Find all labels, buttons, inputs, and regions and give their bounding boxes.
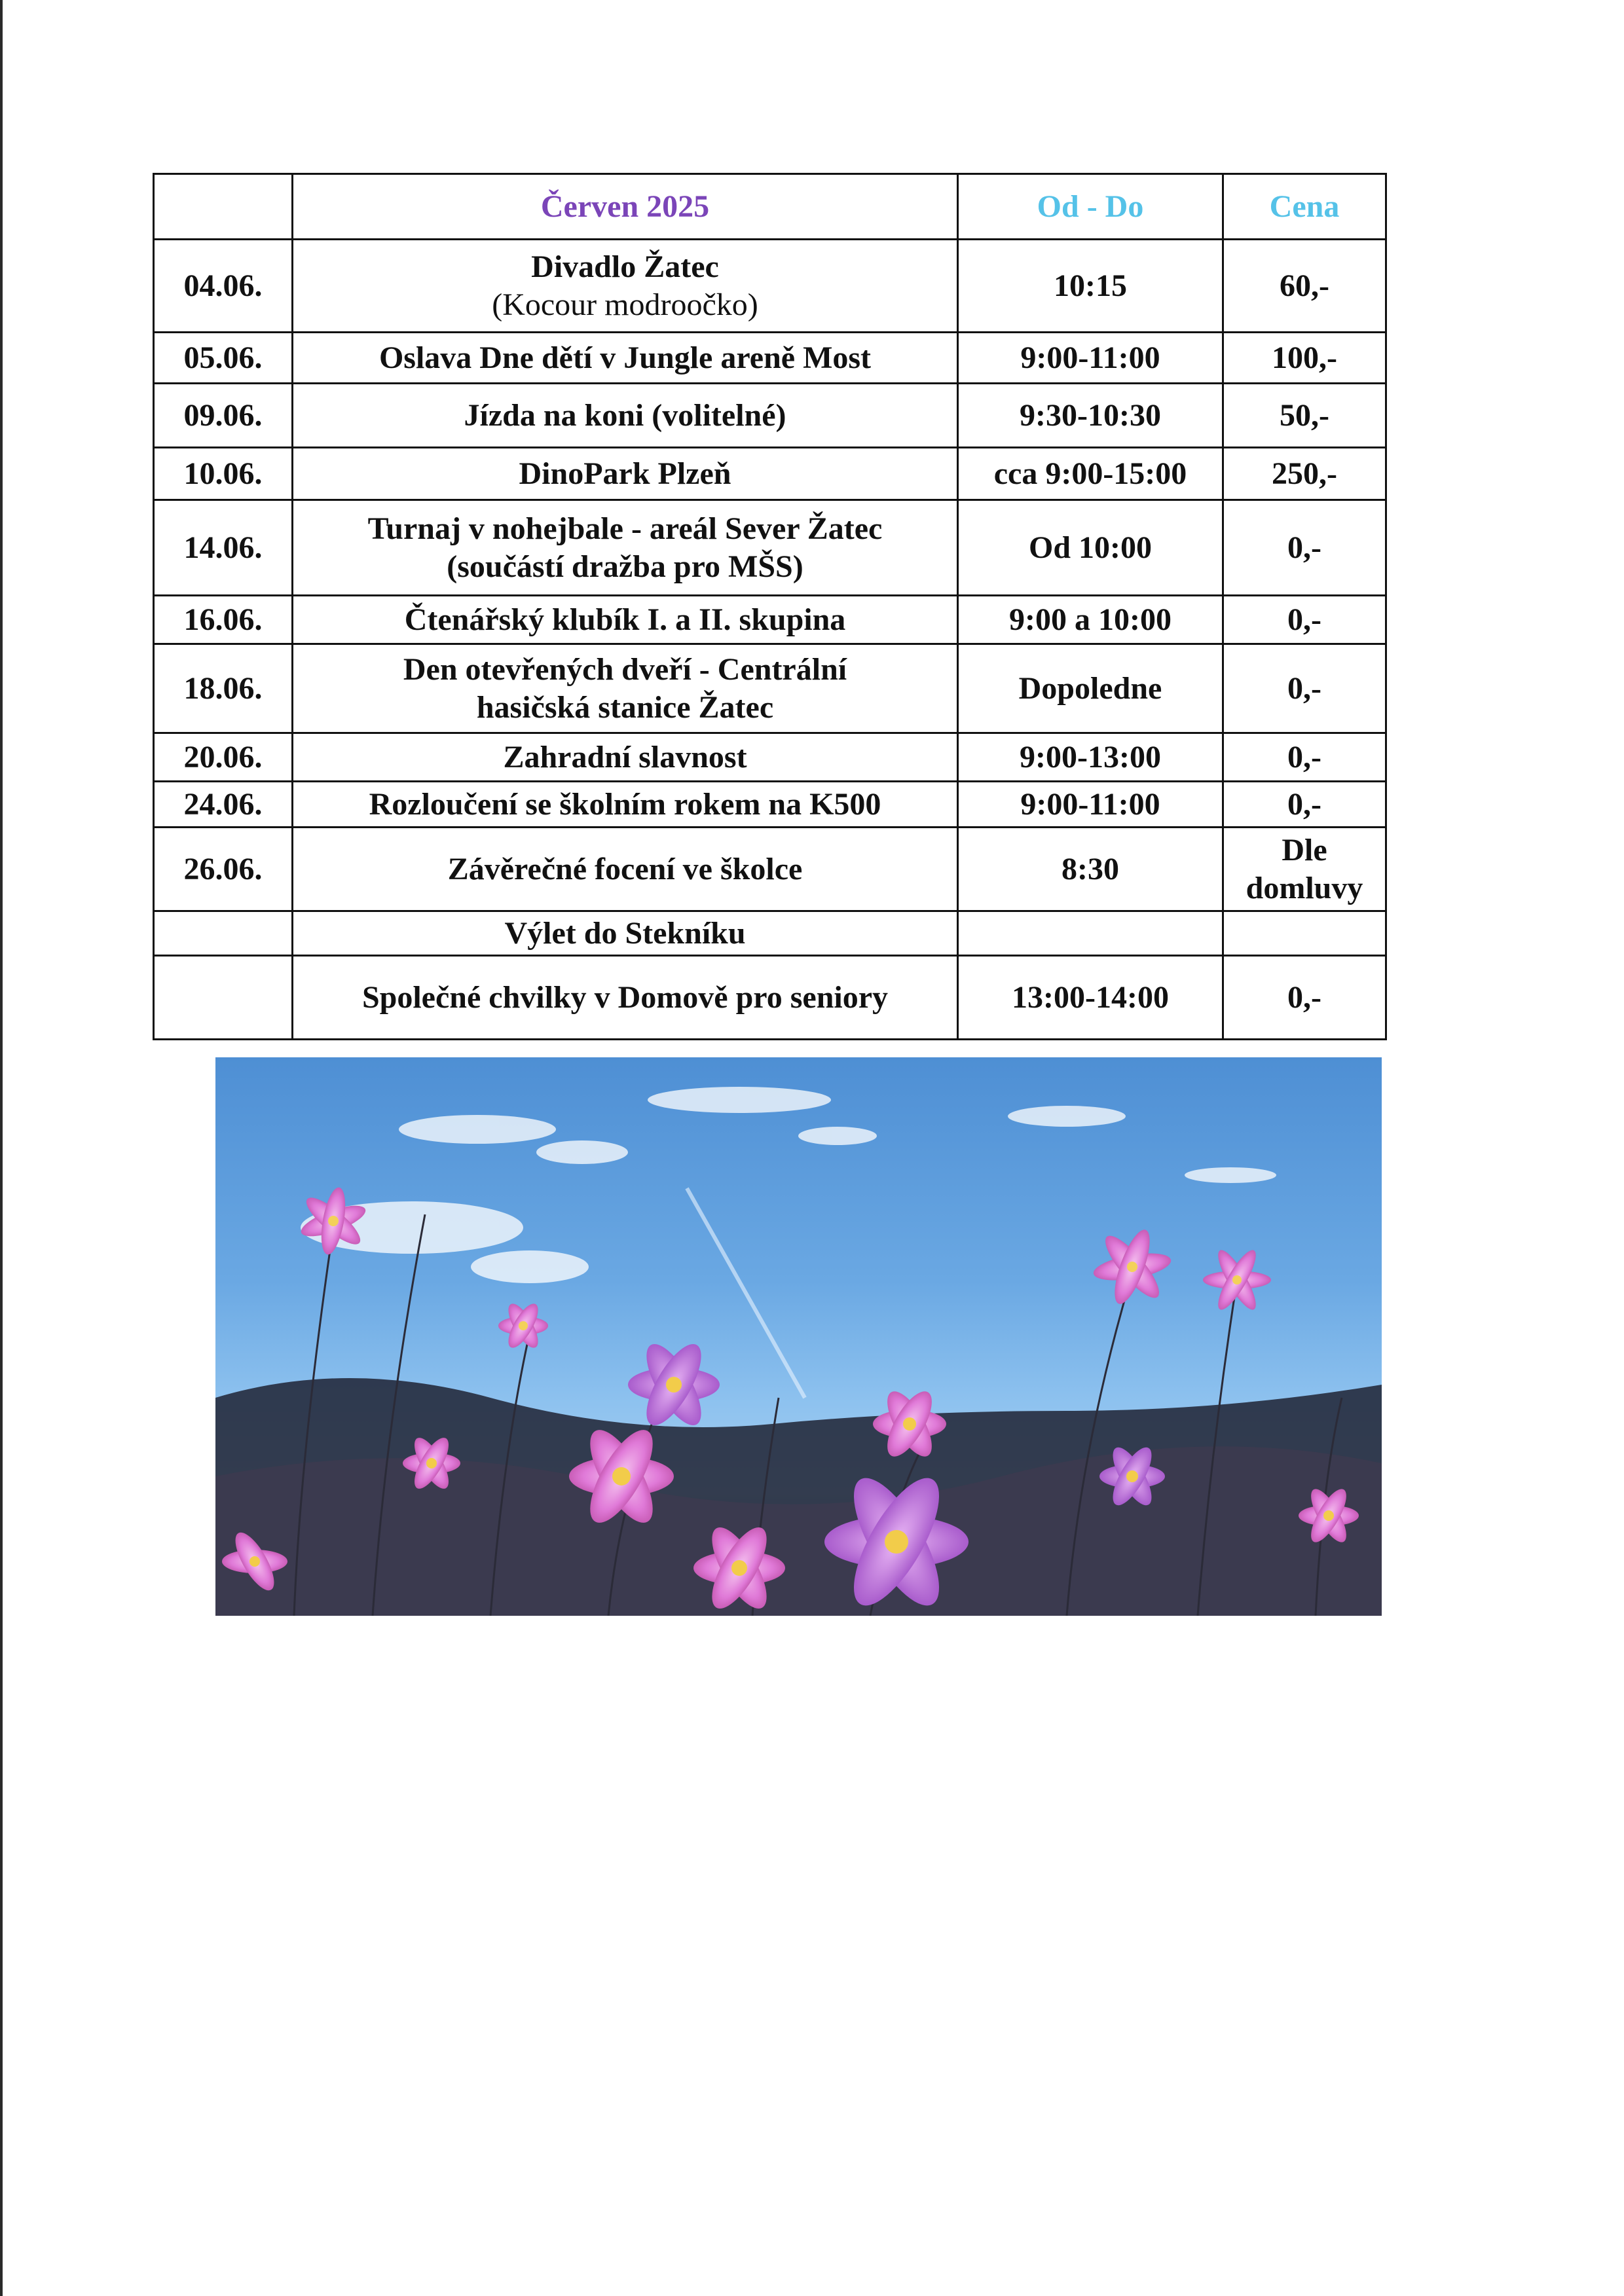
row-time: 8:30 xyxy=(958,828,1223,911)
row-price: 0,- xyxy=(1223,500,1386,596)
time-column-header: Od - Do xyxy=(958,174,1223,240)
event-line-2: hasičská stanice Žatec xyxy=(476,689,774,725)
flower-meadow-illustration xyxy=(215,1057,1382,1616)
table-row xyxy=(154,828,1386,911)
row-event: DinoPark Plzeň xyxy=(293,448,958,500)
row-date: 20.06. xyxy=(154,733,293,782)
row-time: Dopoledne xyxy=(958,644,1223,733)
row-time: 13:00-14:00 xyxy=(958,956,1223,1040)
row-price: 60,- xyxy=(1223,240,1386,333)
row-date: 26.06. xyxy=(154,828,293,911)
row-date: 18.06. xyxy=(154,644,293,733)
row-time: 9:00-11:00 xyxy=(958,333,1223,384)
row-event: Společné chvilky v Domově pro seniory xyxy=(293,956,958,1040)
row-price: 0,- xyxy=(1223,596,1386,644)
table-row xyxy=(154,644,1386,733)
row-event: Zahradní slavnost xyxy=(293,733,958,782)
row-event: Oslava Dne dětí v Jungle areně Most xyxy=(293,333,958,384)
row-price xyxy=(1223,828,1386,911)
row-event: Rozloučení se školním rokem na K500 xyxy=(293,782,958,828)
table-row xyxy=(154,596,1386,644)
row-date: 24.06. xyxy=(154,782,293,828)
table-row xyxy=(154,911,1386,956)
schedule-table xyxy=(153,173,1387,1040)
row-event: Výlet do Stekníku xyxy=(293,911,958,956)
event-line-1: Turnaj v nohejbale - areál Sever Žatec xyxy=(367,511,883,546)
header-blank-cell xyxy=(154,174,293,240)
event-line-2: (součástí dražba pro MŠS) xyxy=(447,549,803,584)
row-event: Závěrečné focení ve školce xyxy=(293,828,958,911)
row-time: 9:00 a 10:00 xyxy=(958,596,1223,644)
row-date: 05.06. xyxy=(154,333,293,384)
price-line-1: Dle xyxy=(1282,832,1327,867)
event-name: Divadlo Žatec xyxy=(531,249,719,284)
row-price: 100,- xyxy=(1223,333,1386,384)
row-time: 10:15 xyxy=(958,240,1223,333)
row-time: 9:30-10:30 xyxy=(958,384,1223,448)
row-event: Čtenářský klubík I. a II. skupina xyxy=(293,596,958,644)
cosmos-flowers-photo xyxy=(215,1057,1382,1616)
row-event xyxy=(293,240,958,333)
month-title: Červen 2025 xyxy=(293,174,958,240)
table-row xyxy=(154,384,1386,448)
row-price: 0,- xyxy=(1223,782,1386,828)
event-line-1: Den otevřených dveří - Centrální xyxy=(403,651,847,687)
row-time: Od 10:00 xyxy=(958,500,1223,596)
row-event: Jízda na koni (volitelné) xyxy=(293,384,958,448)
row-price: 0,- xyxy=(1223,644,1386,733)
row-time: 9:00-13:00 xyxy=(958,733,1223,782)
row-time: cca 9:00-15:00 xyxy=(958,448,1223,500)
table-header-row xyxy=(154,174,1386,240)
price-line-2: domluvy xyxy=(1246,870,1363,905)
table-row xyxy=(154,240,1386,333)
row-price: 250,- xyxy=(1223,448,1386,500)
row-date: 14.06. xyxy=(154,500,293,596)
row-price: 0,- xyxy=(1223,733,1386,782)
row-time xyxy=(958,911,1223,956)
table-row xyxy=(154,956,1386,1040)
table-row xyxy=(154,448,1386,500)
event-subtitle: (Kocour modroočko) xyxy=(492,287,758,322)
row-price: 50,- xyxy=(1223,384,1386,448)
row-time: 9:00-11:00 xyxy=(958,782,1223,828)
row-date: 04.06. xyxy=(154,240,293,333)
row-date xyxy=(154,911,293,956)
row-date: 09.06. xyxy=(154,384,293,448)
row-price xyxy=(1223,911,1386,956)
row-event xyxy=(293,644,958,733)
table-row xyxy=(154,782,1386,828)
table-row xyxy=(154,500,1386,596)
table-row xyxy=(154,733,1386,782)
scan-edge-line xyxy=(0,0,3,2296)
row-event xyxy=(293,500,958,596)
row-price: 0,- xyxy=(1223,956,1386,1040)
row-date: 10.06. xyxy=(154,448,293,500)
price-column-header: Cena xyxy=(1223,174,1386,240)
row-date xyxy=(154,956,293,1040)
table-row xyxy=(154,333,1386,384)
row-date: 16.06. xyxy=(154,596,293,644)
